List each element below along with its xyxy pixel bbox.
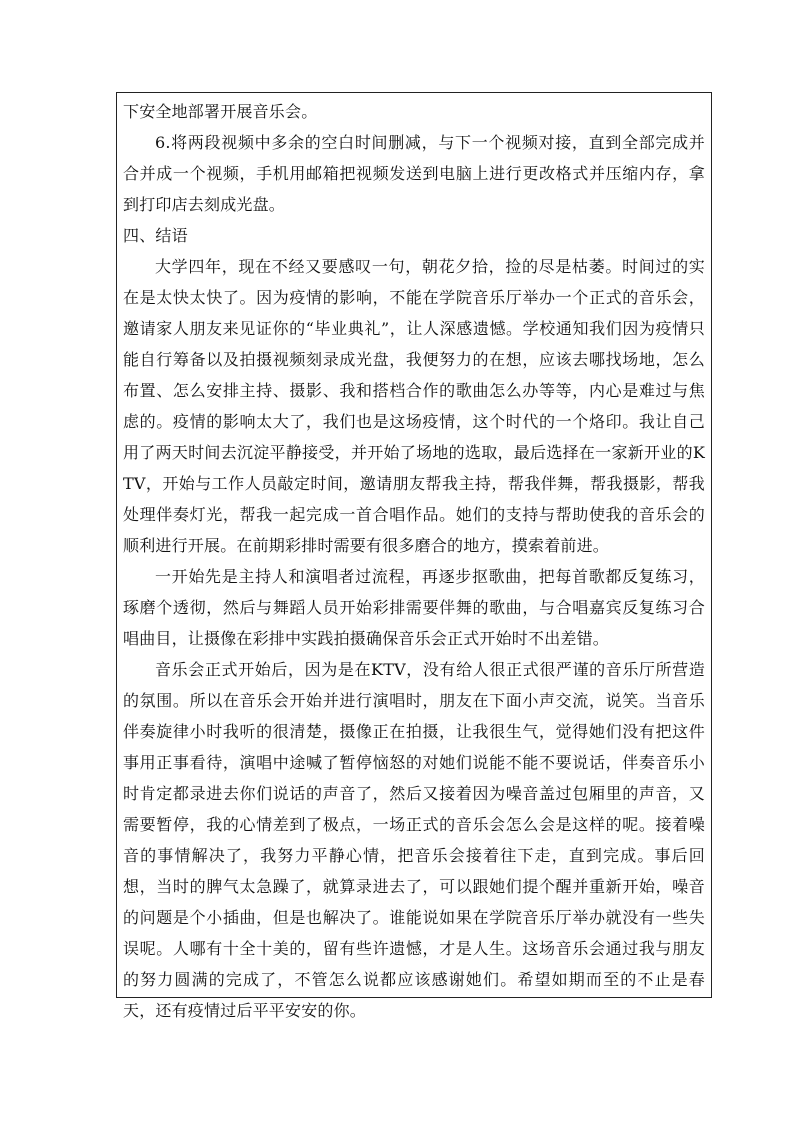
paragraph-intro-tail: 下安全地部署开展音乐会。 [123,102,318,121]
document-frame [116,92,712,1020]
paragraph-conclusion-2: 一开始先是主持人和演唱者过流程，再逐步抠歌曲，把每首歌都反复练习，琢磨个透彻，然后与舞蹈人员开始彩排需要伴舞的歌曲，与合唱嘉宾反复练习合唱曲目，让摄像在彩排中实践拍摄确保音乐会正式开始时不出差错。 [123,567,705,648]
paragraph-conclusion-1: 大学四年，现在不经又要感叹一句，朝花夕拾，捡的尽是枯萎。时间过的实在是太快太快了。因为疫情的影响，不能在学院音乐厅举办一个正式的音乐会，邀请家人朋友来见证你的“毕业典礼”，让人深感遗憾。学校通知我们因为疫情只能自行筹备以及拍摄视频刻录成光盘，我便努力的在想，应该去哪找场地，怎么布置、怎么安排主持、摄影、我和搭档合作的歌曲怎么办等等，内心是难过与焦虑的。疫情的影响太大了，我们也是这场疫情，这个时代的一个烙印。我让自己用了两天时间去沉淀平静接受，并开始了场地的选取，最后选择在一家新开业的KTV，开始与工作人员敲定时间，邀请朋友帮我主持，帮我伴舞，帮我摄影，帮我处理伴奏灯光，帮我一起完成一首合唱作品。她们的支持与帮助使我的音乐会的顺利进行开展。在前期彩排时需要有很多磨合的地方，摸索着前进。 [123,257,705,555]
section-heading-conclusion: 四、结语 [123,226,188,245]
document-body [123,93,705,1026]
paragraph-conclusion-3: 音乐会正式开始后，因为是在KTV，没有给人很正式很严谨的音乐厅所营造的氛围。所以在音乐会开始并进行演唱时，朋友在下面小声交流，说笑。当音乐伴奏旋律小时我听的很清楚，摄像正在拍摄，让我很生气，觉得她们没有把这件事用正事看待，演唱中途喊了暂停恼怒的对她们说能不能不要说话，伴奏音乐小时肯定都录进去你们说话的声音了，然后又接着因为噪音盖过包厢里的声音，又需要暂停，我的心情差到了极点，一场正式的音乐会怎么会是这样的呢。接着噪音的事情解决了，我努力平静心情，把音乐会接着往下走，直到完成。事后回想，当时的脾气太急躁了，就算录进去了，可以跟她们提个醒并重新开始，噪音的问题是个小插曲，但是也解决了。谁能说如果在学院音乐厅举办就没有一些失误呢。人哪有十全十美的，留有些许遗憾，才是人生。这场音乐会通过我与朋友的努力圆满的完成了，不管怎么说都应该感谢她们。希望如期而至的不止是春天，还有疫情过后平平安安的你。 [123,660,705,1020]
paragraph-step-6: 6.将两段视频中多余的空白时间删减，与下一个视频对接，直到全部完成并合并成一个视频，手机用邮箱把视频发送到电脑上进行更改格式并压缩内存，拿到打印店去刻成光盘。 [123,133,705,214]
